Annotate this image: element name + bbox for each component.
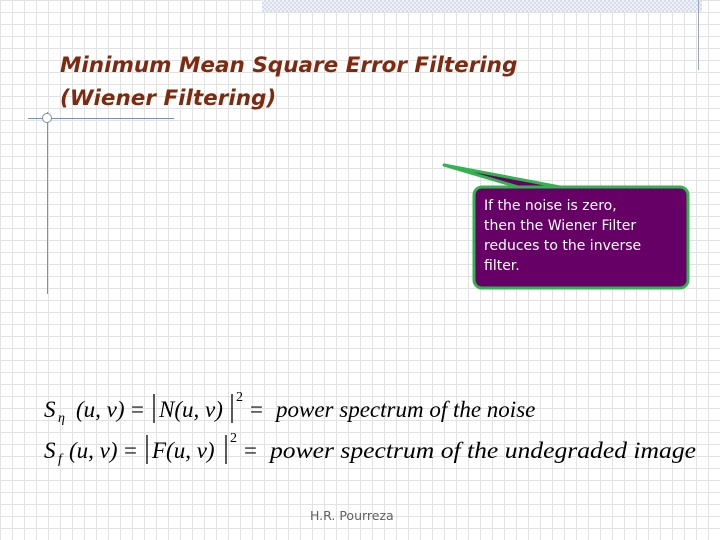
eq2-symbol: S (44, 438, 56, 463)
slide-title-line-1: Minimum Mean Square Error Filtering (60, 53, 518, 78)
eq2-definition-equals: = (244, 438, 257, 463)
callout-line: If the noise is zero, (484, 198, 617, 214)
eq1-subscript: η (58, 411, 65, 426)
eq2-equals: = (124, 438, 137, 463)
callout-line: reduces to the inverse (484, 238, 642, 254)
callout-line: filter. (484, 258, 520, 274)
footer-author: H.R. Pourreza (310, 508, 394, 523)
equation-image-spectrum (44, 431, 696, 467)
eq1-power: 2 (236, 390, 243, 405)
eq2-transform: F(u, v) (152, 438, 215, 463)
equation-noise-spectrum (44, 390, 535, 426)
eq1-definition-equals: = (250, 397, 263, 422)
eq2-power: 2 (230, 431, 237, 446)
eq2-definition: power spectrum of the undegraded image (267, 438, 696, 463)
callout-line: then the Wiener Filter (484, 218, 637, 234)
eq2-lhs-args: (u, v) (69, 438, 118, 463)
eq1-definition: power spectrum of the noise (276, 397, 536, 422)
slide-title-line-2: (Wiener Filtering) (60, 86, 277, 111)
eq1-symbol: S (44, 397, 56, 422)
eq1-lhs-args: (u, v) (76, 397, 125, 422)
eq2-subscript: f (58, 452, 62, 467)
eq1-transform: N(u, v) (159, 397, 223, 422)
eq1-equals: = (131, 397, 144, 422)
